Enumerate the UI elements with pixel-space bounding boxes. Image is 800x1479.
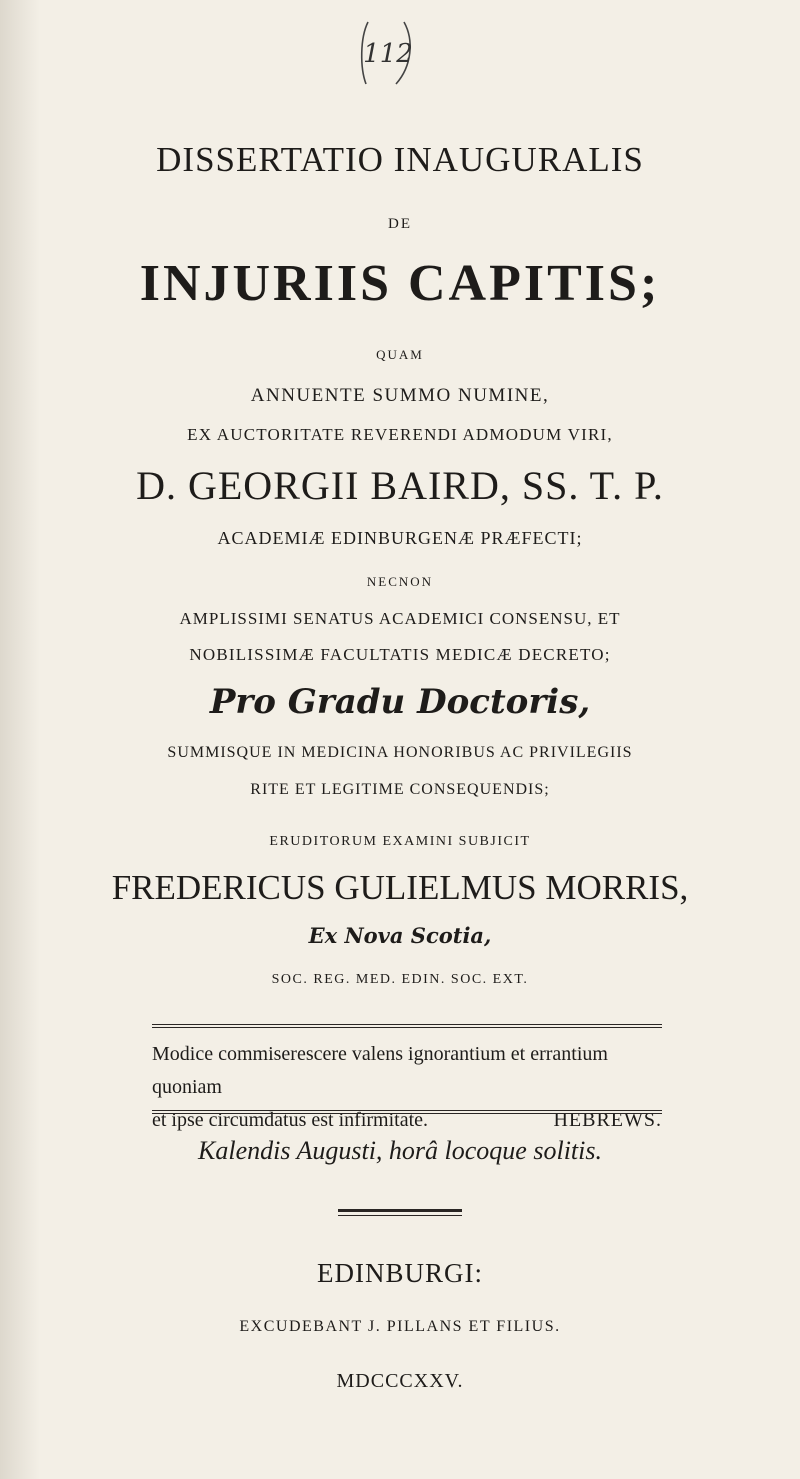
- dissertation-heading: DISSERTATIO INAUGURALIS: [156, 140, 644, 179]
- annuente-line: ANNUENTE SUMMO NUMINE,: [250, 385, 550, 406]
- motto-rule-top: [152, 1024, 662, 1025]
- imprint-city: EDINBURGI:: [317, 1258, 483, 1288]
- motto-rule-bottom-2: [152, 1113, 662, 1114]
- auctoritate-line: EX AUCTORITATE REVERENDI ADMODUM VIRI,: [187, 425, 613, 444]
- handwritten-shelfmark: [358, 18, 418, 88]
- main-title: INJURIIS CAPITIS;: [139, 255, 661, 312]
- principal-name: D. GEORGII BAIRD, SS. T. P.: [136, 463, 664, 508]
- imprint-year: MDCCCXXV.: [336, 1370, 464, 1392]
- author-name: FREDERICUS GULIELMUS MORRIS,: [111, 868, 689, 907]
- motto-line-2: et ipse circumdatus est infirmitate.: [152, 1109, 429, 1131]
- facultatis-line: NOBILISSIMÆ FACULTATIS MEDICÆ DECRETO;: [189, 645, 611, 664]
- quam-word: QUAM: [376, 347, 424, 362]
- motto-attribution: HEBREWS.: [553, 1109, 662, 1131]
- summisque-line: SUMMISQUE IN MEDICINA HONORIBUS AC PRIVILEGIIS: [167, 744, 633, 761]
- date-line: Kalendis Augusti, horâ locoque solitis.: [198, 1136, 602, 1165]
- imprint-rule: [338, 1209, 462, 1212]
- shelfmark-text: 112: [363, 39, 413, 69]
- motto-rule-bottom: [152, 1110, 662, 1111]
- scripture-motto: [152, 1038, 662, 1137]
- necnon-word: NECNON: [366, 574, 434, 589]
- rite-line: RITE ET LEGITIME CONSEQUENDIS;: [250, 781, 550, 798]
- academiae-line: ACADEMIÆ EDINBURGENÆ PRÆFECTI;: [217, 528, 583, 548]
- pro-gradu-line: Pro Gradu Doctoris,: [209, 682, 591, 722]
- motto-line-1: Modice commiserescere valens ignorantium et errantium quoniam: [152, 1043, 608, 1098]
- eruditorum-line: ERUDITORUM EXAMINI SUBJICIT: [269, 834, 531, 849]
- imprint-printer: EXCUDEBANT J. PILLANS ET FILIUS.: [239, 1318, 561, 1335]
- motto-rule-top-2: [152, 1027, 662, 1028]
- de-word: DE: [388, 216, 412, 232]
- origin-line: Ex Nova Scotia,: [308, 923, 492, 948]
- societies-line: SOC. REG. MED. EDIN. SOC. EXT.: [271, 972, 529, 987]
- imprint-rule-2: [338, 1215, 462, 1216]
- senatus-line: AMPLISSIMI SENATUS ACADEMICI CONSENSU, ET: [179, 609, 621, 628]
